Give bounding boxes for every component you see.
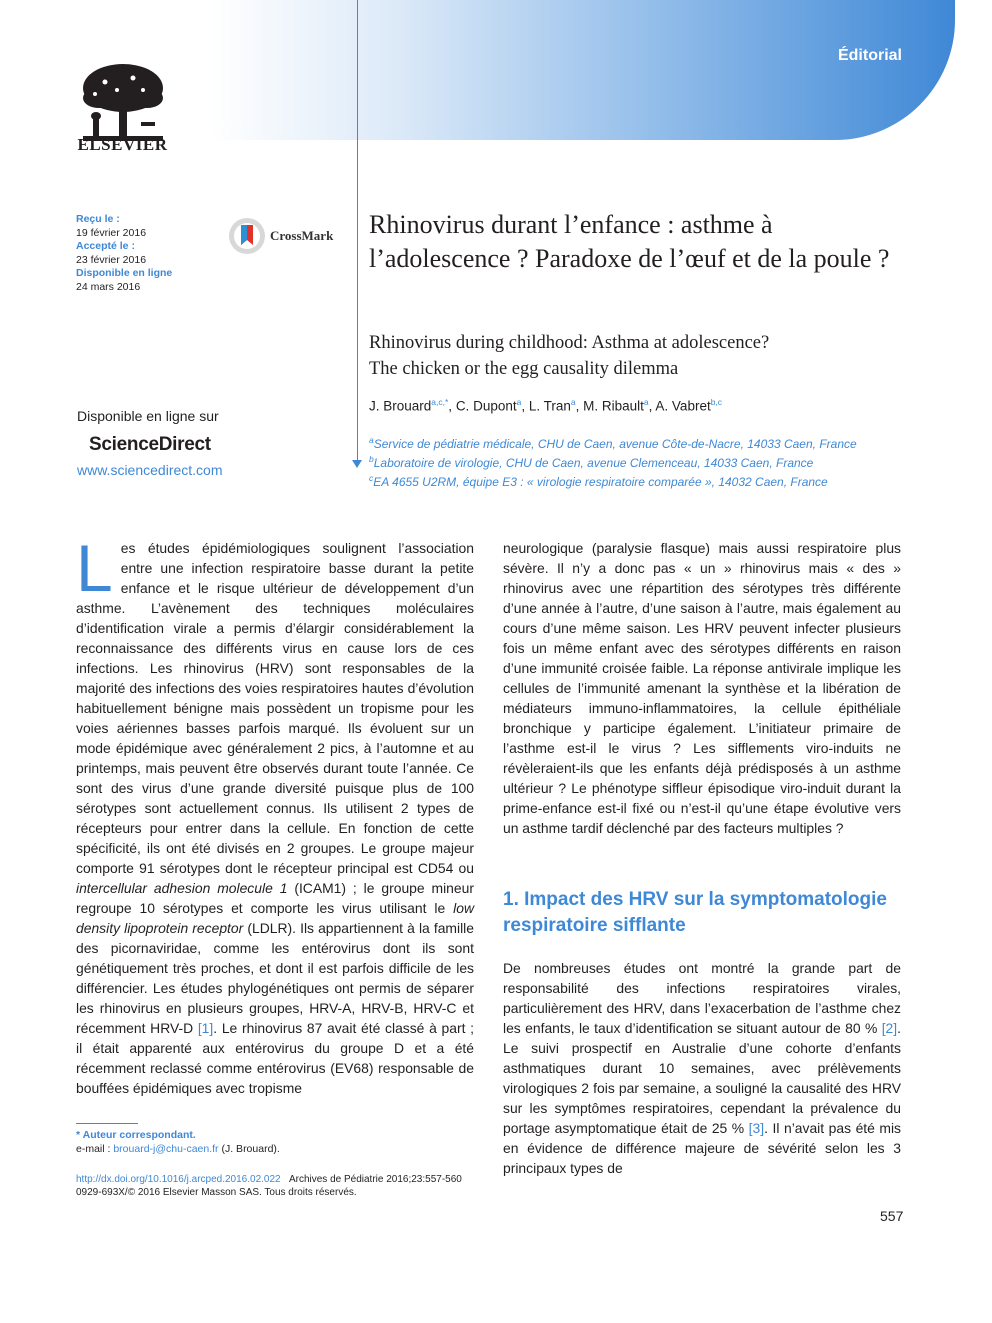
body-column-left (76, 531, 474, 1098)
copyright-notice: 0929-693X/© 2016 Elsevier Masson SAS. Tous droits réservés. (76, 1187, 357, 1198)
corresponding-author-note: * Auteur correspondant. (76, 1129, 196, 1141)
body-paragraph: Les études épidémiologiques soulignent l’association entre une infection respiratoire basse durant la petite enfance et le risque ultérieur de développement d’un asthme. L’avènement des techniques moléculaires d’identification virale a permis d’élargir considérablement la reconnaissance des différents virus en cause lors de ces infections. Les rhinovirus (HRV) sont responsables de la majorité des infections des voies respiratoires hautes d’évolution habituellement bénigne mais possèdent un tropisme pour les voies aériennes basses parfois marqué. Ils évoluent sur un mode épidémique avec généralement 2 pics, à l’automne et au printemps, mais peuvent être observés durant toute l’année. Ce sont des virus d’une grande diversité puisque plus de 100 sérotypes sont actuellement connus. Ils utilisent 2 types de récepteurs pour entrer dans la cellule. En fonction de cette spécificité, ils ont été divisés en 2 groupes. Le groupe majeur comporte 91 sérotypes dont le récepteur principal est CD54 ou intercellular adhesion molecule 1 (ICAM1) ; le groupe mineur regroupe 10 sérotypes et comporte les virus utilisant le low density lipoprotein receptor (LDLR). Ils appartiennent à la famille des picornaviridae, comme les entérovirus dont ils sont génétiquement très proches, et dont il est parfois difficile de les différencier. Les études phylogénétiques ont permis de séparer les rhinovirus en plusieurs groupes, HRV-A, HRV-B, HRV-C et récemment HRV-D [1]. Le rhinovirus 87 avait été classé à part ; il était apparenté aux entérovirus du groupe D et a été récemment reclassé comme entérovirus (EV68) responsable de bouffées épidémiques avec tropisme (76, 531, 474, 1096)
divider-line (357, 0, 358, 462)
article-dates (76, 213, 172, 294)
author-name: J. Brouard (369, 398, 432, 414)
footnote-rule (76, 1123, 138, 1124)
body-paragraph: De nombreuses études ont montré la grande part de responsabilité des infections respiratoires virales, particulièrement des HRV, dans l’exacerbation de l’asthme chez les enfants, le taux d’identification se situant autour de 80 % [2]. Le suivi prospectif en Australie d’une cohorte d’enfants asthmatiques durant 10 semaines, avec prélèvements virologiques 2 fois par semaine, a souligné la causalité des HRV sur les symptômes respiratoires, cependant la prévalence du portage asymptomatique était de 25 % [3]. Il n’avait pas été mis en évidence de différence majeure de sévérité selon les 3 principaux types de (503, 960, 901, 1176)
doi-link[interactable]: http://dx.doi.org/10.1016/j.arcped.2016.02.022 (76, 1174, 281, 1185)
accepted-date: 23 février 2016 (76, 253, 147, 266)
author-sup: a (643, 397, 649, 407)
journal-citation: Archives de Pédiatrie 2016;23:557-560 (288, 1174, 462, 1185)
citation-link[interactable]: [1] (197, 1020, 214, 1036)
sciencedirect-logo[interactable]: ScienceDirect (89, 434, 211, 455)
article-subtitle (369, 330, 909, 382)
sciencedirect-link[interactable]: www.sciencedirect.com (77, 462, 223, 478)
affiliation-c: $^c$EA 4655 U2RM, équipe E3 : « virologie respiratoire comparée », 14032 Caen, France (369, 473, 828, 489)
page-footer (76, 1173, 462, 1199)
footnote (76, 1128, 280, 1156)
email-line: e-mail : brouard-j@chu-caen.fr (J. Brouard). (76, 1143, 280, 1155)
body-column-right (503, 538, 901, 838)
availability-text: Disponible en ligne sur (77, 408, 219, 424)
publisher-name: ELSEVIER (77, 135, 168, 154)
author-sup: a (570, 397, 576, 407)
received-label: Reçu le : (76, 213, 120, 225)
article-title: Rhinovirus durant l’enfance : asthme à l’adolescence ? Paradoxe de l’œuf et de la poule ? (369, 210, 890, 273)
section-label: Éditorial (837, 47, 902, 64)
received-date: 19 février 2016 (76, 226, 147, 239)
subtitle-line-1: Rhinovirus during childhood: Asthma at adolescence? (369, 333, 770, 353)
author-name: M. Ribault (583, 398, 644, 414)
body-column-right-section (503, 958, 901, 1178)
email-link[interactable]: brouard-j@chu-caen.fr (113, 1143, 219, 1155)
affiliation-list (369, 433, 857, 490)
author-name: L. Tran (528, 398, 571, 414)
affiliation-a: $^a$Service de pédiatrie médicale, CHU de Caen, avenue Côte-de-Nacre, 14033 Caen, France (369, 435, 857, 451)
section-heading: 1. Impact des HRV sur la symptomatologie respiratoire sifflante (503, 889, 887, 936)
author-name: A. Vabret (655, 398, 711, 414)
divider-arrow-icon (352, 460, 362, 468)
crossmark-icon (228, 217, 266, 255)
author-sup: b,c (710, 397, 723, 407)
body-paragraph: neurologique (paralysie flasque) mais aussi respiratoire plus sévère. Il n’y a donc pas « un » rhinovirus mais « des » rhinovirus avec une répartition des sérotypes très différente d’une année à l’autre, d’une saison à l’autre, mais également au cours d’une même saison. Les HRV peuvent infecter plusieurs fois un même enfant avec des sérotypes différents en raison d’une immunité croisée faible. La réponse antivirale implique les cellules de l’immunité amenant la synthèse et la libération de médiateurs immuno-inflammatoires, la cellule épithéliale bronchique y participe également. L’initiateur primaire de l’asthme est-il le virus ? Les sifflements viro-induits ne révèleraient-ils que les enfants déjà prédisposés à un asthme ultérieur ? Le phénotype siffleur épisodique viro-induit durant la prime-enfance est-il fixé ou n’est-il qu’une étape évolutive vers un asthme tardif déclenché par des facteurs multiples ? (503, 540, 901, 836)
citation-link[interactable]: [3] (748, 1120, 765, 1136)
online-date: 24 mars 2016 (76, 280, 141, 293)
affiliation-b: $^b$Laboratoire de virologie, CHU de Caen, avenue Clemenceau, 14033 Caen, France (369, 454, 814, 470)
author-list: J. Brouard$^{a,c,*}$, C. Dupont$^a$, L. Tran$^a$, M. Ribault$^a$, A. Vabret$^{b,c}$ (369, 397, 723, 414)
crossmark-label: CrossMark (270, 228, 334, 243)
page-number: 557 (880, 1208, 904, 1224)
crossmark-badge[interactable] (228, 217, 333, 255)
author-sup: a (516, 397, 522, 407)
online-label: Disponible en ligne (76, 267, 173, 279)
citation-link[interactable]: [2] (881, 1020, 898, 1036)
accepted-label: Accepté le : (76, 240, 135, 252)
author-sup: a,c,* (431, 397, 449, 407)
drop-cap: L (76, 531, 113, 605)
author-name: C. Dupont (455, 398, 517, 414)
subtitle-line-2: The chicken or the egg causality dilemma (369, 359, 679, 379)
